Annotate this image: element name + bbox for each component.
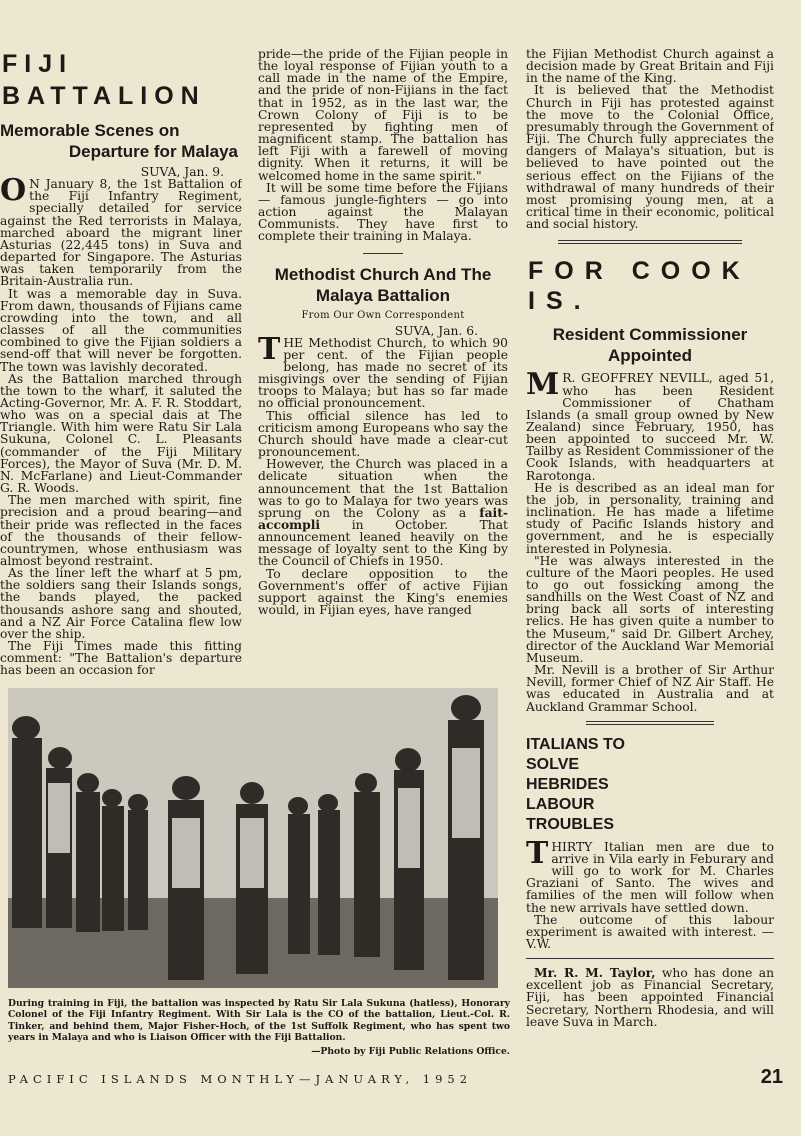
- methodist-byline: From Our Own Correspondent: [301, 309, 465, 321]
- italians-headline: ITALIANS TO SOLVE HEBRIDES LABOUR TROUBLES: [526, 735, 625, 833]
- cook-is-para-3: "He was always interested in the culture of the Maori peoples. He used to go out fossicking among the sandhills on the West Coast of NZ and bring back all sorts of interesting relics. He has given quite a number to the Museum," said Dr. Gilbert Archey, director of the Auckland War Memorial Museum.: [526, 553, 774, 665]
- fiji-battalion-para-2: It was a memorable day in Suva. From dawn, thousands of Fijians came crowding into the town, and all classes of all the communities combined to give the Fijian soldiers a send-off that will never be forgotten. The town was lavishly decorated.: [0, 286, 242, 374]
- methodist-headline-1: Methodist Church And The: [274, 264, 492, 284]
- dropcap-t: T: [258, 331, 281, 367]
- column-3: [526, 48, 774, 1060]
- fiji-battalion-para-6: The Fiji Times made this fitting comment: "The Battalion's departure has been an occasion for: [0, 639, 242, 678]
- para-text: HE Methodist Church, to which 90 per cent. of the Fijian people belong, has made no secret of its misgivings over the sending of Fijian troops to Malaya; but has so far made no official pronouncement.: [258, 335, 508, 411]
- fiji-battalion-para-4: The men marched with spirit, fine precision and a proud bearing—and their pride was reflected in the faces of the thousands of their fellow-countrymen, whose enthusiasm was almost beyond restraint.: [0, 493, 242, 568]
- cook-is-para-1: [526, 367, 774, 483]
- photo-credit: —Photo by Fiji Public Relations Office.: [311, 1045, 510, 1057]
- para-text: N January 8, the 1st Battalion of the Fiji Infantry Regiment, specially detailed for service against the Red terrorists in Malaya, marched aboard the migrant liner Asturias (22,445 tons) in Suva and departed for Singapore. The Asturias was taken temporarily from the Britain-Australia run.: [0, 177, 242, 289]
- section-divider-2: [586, 721, 714, 725]
- italians-para-2: The outcome of this labour experiment is awaited with interest. —V.W.: [526, 912, 774, 951]
- methodist-dateline: SUVA, Jan. 6.: [394, 323, 478, 338]
- cook-is-subhead-1: Resident Commissioner: [552, 325, 748, 345]
- photo-caption-block: [8, 998, 510, 1060]
- methodist-para-2: This official silence has led to criticism among Europeans who say the Church should have made a clear-cut pronouncement.: [258, 408, 508, 460]
- cook-is-headline: FOR COOK IS.: [528, 257, 751, 316]
- dropcap-m: M: [526, 367, 560, 403]
- soldiers-illustration: [8, 688, 498, 988]
- fiji-battalion-continued-para-2: It will be some time before the Fijians — famous jungle-fighters — go into action against the Malayan Communists. They have first to complete their training in Malaya.: [258, 180, 508, 244]
- para-text: HIRTY Italian men are due to arrive in Vila early in Feburary and will go to work for M. Charles Graziani of Santo. The wives and families of the men will follow when the new arrivals have settled down.: [526, 839, 774, 915]
- battalion-photo: [8, 688, 498, 988]
- dropcap-t-2: T: [526, 835, 549, 871]
- methodist-continued-para-1: the Fijian Methodist Church against a decision made by Great Britain and Fiji in the name of the King.: [526, 48, 774, 86]
- short-divider: [363, 253, 403, 254]
- italians-para-1: [526, 835, 774, 915]
- column-2: [258, 48, 508, 678]
- methodist-para-4: To declare opposition to the Government's offer of active Fijian support against the King's enemies would, in Fijian eyes, have ranged: [258, 566, 508, 618]
- para-text: who has done an excellent job as Financial Secretary, Fiji, has been appointed Financial Secretary, Northern Rhodesia, and will leave Suva in March.: [526, 966, 774, 1029]
- para-text: R. GEOFFREY NEVILL, aged 51, who has been Resident Commissioner of Chatham Islands (a small group owned by New Zealand) since February, 1950, has been appointed to succeed Mr. W. Tailby as Resident Commissioner of the Cook Islands, with headquarters at Rarotonga.: [526, 371, 774, 483]
- para-text: in October. That announcement leaned heavily on the message of loyalty sent to the King by the Council of Chiefs in 1950.: [258, 518, 508, 569]
- cook-is-subhead-2: Appointed: [607, 346, 693, 366]
- fiji-battalion-para-3: As the Battalion marched through the town to the wharf, it saluted the Acting-Governor, Mr. A. F. R. Stoddart, who was on a special dais at The Triangle. With him were Ratu Sir Lala Sukuna, Colonel C. L. Pleasants (commander of the Fiji Military Forces), the Mayor of Suva (Mr. D. M. N. McFarlane) and Lieut-Commander G. R. Woods.: [0, 371, 242, 496]
- fiji-battalion-subhead-2: Departure for Malaya: [68, 142, 238, 161]
- dropcap-o: O: [0, 173, 27, 209]
- section-divider: [558, 240, 742, 244]
- methodist-continued-para-2: It is believed that the Methodist Church in Fiji has protested against the move to the Colonial Office, presumably through the Government of Fiji. The Church fully appreciates the dangers of Malaya's situation, but is believed to have pointed out the serious effect on the Fijians of the withdrawal of many hundreds of their most promising young men, at a critical time in their economic, political and social history.: [526, 83, 774, 232]
- fait-accompli-bold: fait-accompli: [258, 504, 508, 532]
- page-footer: PACIFIC ISLANDS MONTHLY—JANUARY, 1952: [8, 1072, 473, 1086]
- page-number: 21: [760, 1066, 783, 1088]
- fiji-battalion-continued-para-1: pride—the pride of the Fijian people in the loyal response of Fijian youth to a call made in the name of the Empire, and the pride of non-Fijians in the fact that in 1952, as in the last war, the Crown Colony of Fiji is to be represented by fighting men of magnificent stamp. The battalion has left Fiji with a farewell of moving dignity. When it returns, it will be welcomed home in the same spirit.": [258, 48, 508, 183]
- methodist-para-3: [258, 458, 508, 567]
- para-text: However, the Church was placed in a delicate situation when the announcement that the 1st Battalion was to go to Malaya for two years was sprung on the Colony as a: [258, 457, 508, 520]
- methodist-headline-2: Malaya Battalion: [315, 285, 451, 305]
- taylor-name: Mr. R. M. Taylor,: [534, 965, 656, 981]
- column-1: [0, 48, 242, 678]
- photo-caption: During training in Fiji, the battalion was inspected by Ratu Sir Lala Sukuna (hatless), Honorary Colonel of the Fiji Infantry Regiment. With Sir Lala is the CO of the battalion, Lieut.-Col. R. Tinker, and behind them, Major Fisher-Hoch, of the 1st Suffolk Regiment, who has spent two years in Malaya and who is Liaison Officer with the Fiji Battalion.: [8, 998, 510, 1044]
- methodist-para-1: [258, 331, 508, 411]
- fiji-battalion-para-1: [0, 173, 242, 289]
- taylor-para: [526, 967, 774, 1028]
- cook-is-para-2: He is described as an ideal man for the job, in personality, training and inclination. He has made a lifetime study of Pacific Islands history and government, and he is especially interested in Polynesia.: [526, 480, 774, 556]
- cook-is-para-4: Mr. Nevill is a brother of Sir Arthur Nevill, former Chief of NZ Air Staff. He was educated in Australia and at Auckland Grammar School.: [526, 663, 774, 714]
- section-divider-3: [526, 958, 774, 959]
- fiji-battalion-dateline: SUVA, Jan. 9.: [140, 165, 224, 179]
- fiji-battalion-headline: FIJI BATTALION: [2, 50, 206, 110]
- fiji-battalion-subhead-1: Memorable Scenes on: [0, 121, 180, 140]
- fiji-battalion-para-5: As the liner left the wharf at 5 pm, the soldiers sang their Islands songs, the bands played, the packed thousands ashore sang and shouted, and a NZ Air Force Catalina flew low over the ship.: [0, 566, 242, 641]
